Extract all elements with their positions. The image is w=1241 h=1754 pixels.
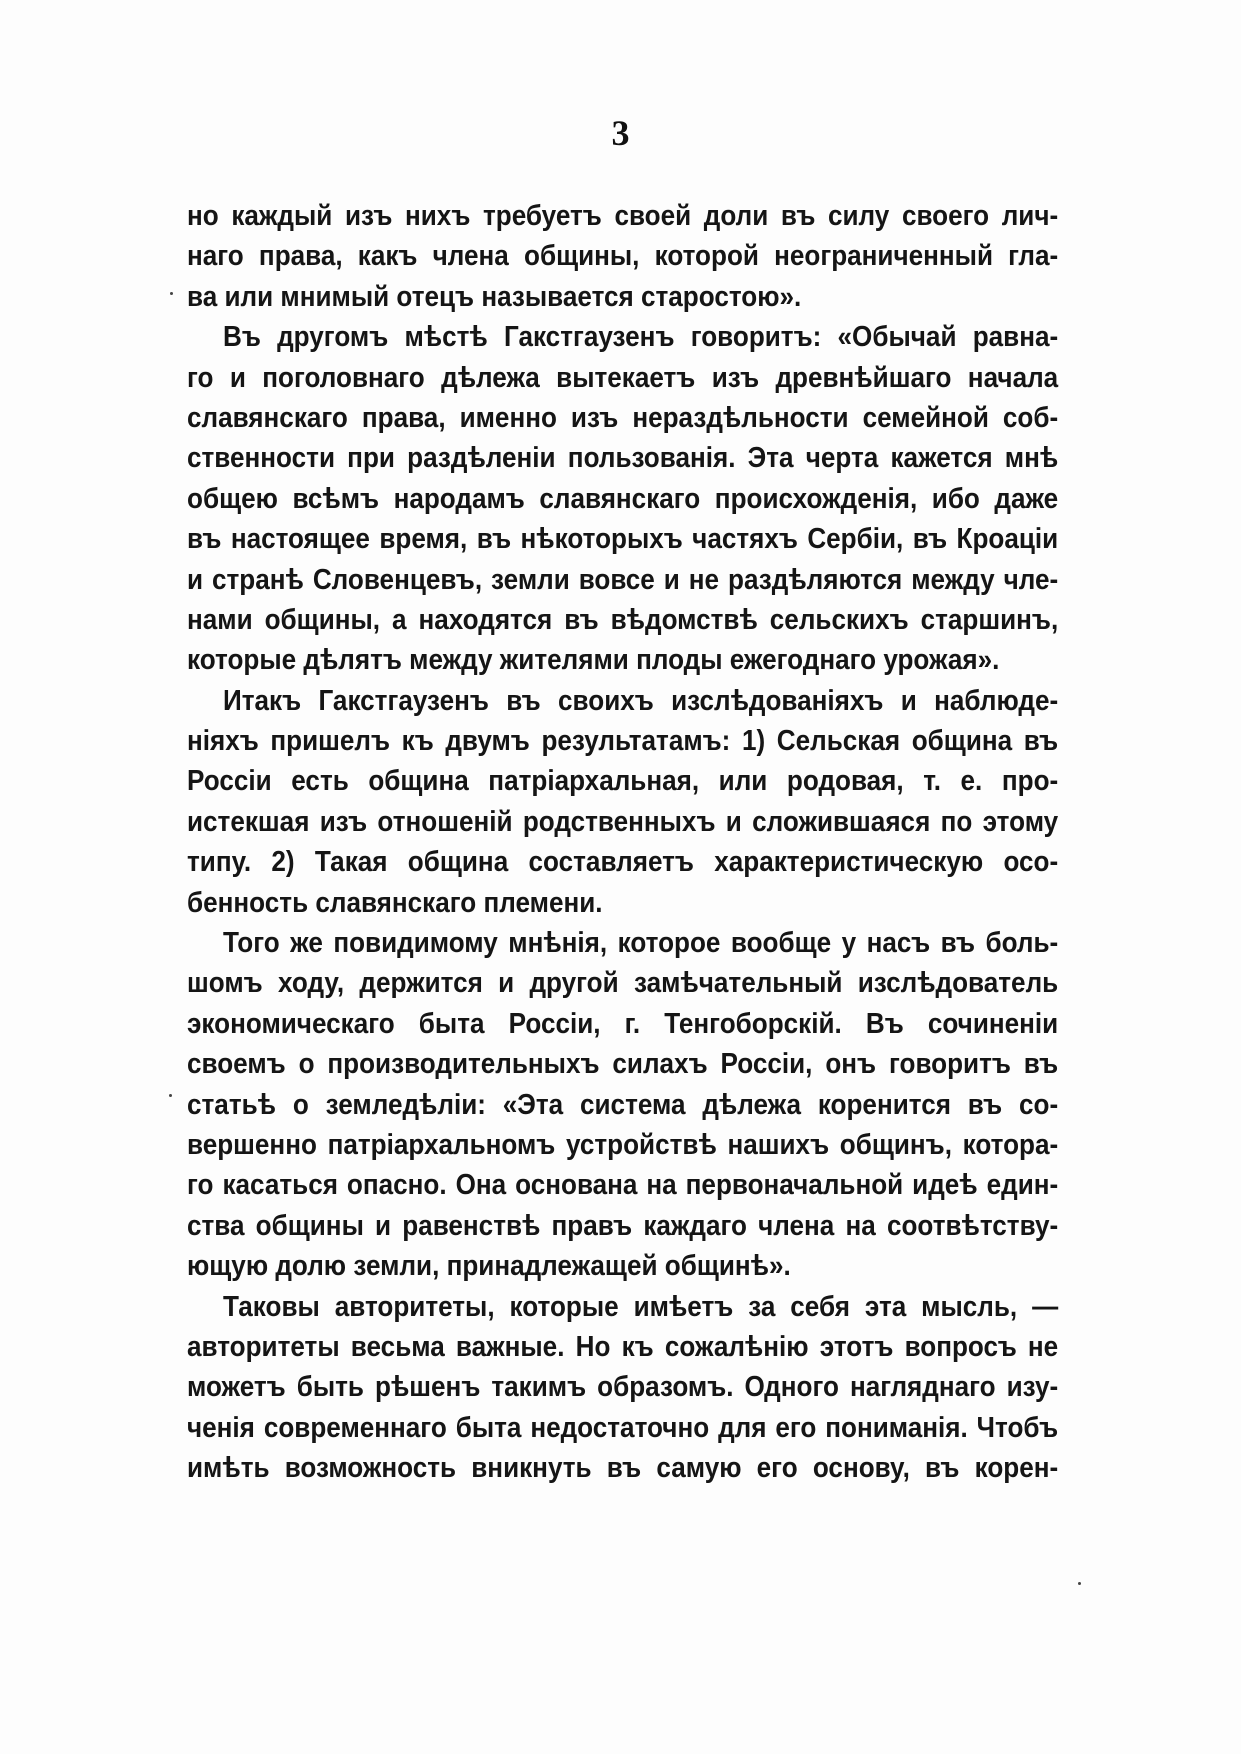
text-line: шомъ ходу, держится и другой замѣчательный изслѣдователь (187, 967, 1059, 1000)
scan-speck (169, 1094, 172, 1097)
text-line: наго права, какъ члена общины, которой неограниченный гла- (187, 240, 1059, 273)
text-line: но каждый изъ нихъ требуетъ своей доли въ силу своего лич- (187, 200, 1059, 232)
text-line: своемъ о производительныхъ силахъ Россіи, онъ говоритъ въ (187, 1048, 1059, 1081)
text-line: имѣть возможность вникнуть въ самую его основу, въ корен- (187, 1452, 1059, 1485)
text-line: и странѣ Словенцевъ, земли вовсе и не раздѣляются между чле- (187, 563, 1059, 596)
text-line: ченія современнаго быта недостаточно для его пониманія. Чтобъ (187, 1411, 1059, 1444)
text-line: Итакъ Гакстгаузенъ въ своихъ изслѣдованіяхъ и наблюде- (223, 684, 1059, 717)
text-line: ственности при раздѣленіи пользованія. Эта черта кажется мнѣ (187, 442, 1059, 475)
text-line: Таковы авторитеты, которые имѣетъ за себя эта мысль, — (223, 1290, 1059, 1323)
text-line: бенность славянскаго племени. (187, 886, 603, 919)
text-line: Того же повидимому мнѣнія, которое вообще у насъ въ боль- (223, 927, 1059, 960)
text-line: общею всѣмъ народамъ славянскаго происхожденія, ибо даже (187, 482, 1059, 515)
scan-speck (170, 292, 173, 295)
scan-speck (1078, 1582, 1081, 1585)
text-line: го касаться опасно. Она основана на первоначальной идеѣ един- (187, 1169, 1059, 1202)
text-line: можетъ быть рѣшенъ такимъ образомъ. Одного нагляднаго изу- (187, 1371, 1059, 1404)
text-line: истекшая изъ отношеній родственныхъ и сложившаяся по этому (187, 805, 1059, 838)
text-line: ніяхъ пришелъ къ двумъ результатамъ: 1) Сельская община въ (187, 725, 1059, 758)
text-line: ва или мнимый отецъ называется старостою». (187, 280, 802, 313)
page-number: 3 (611, 113, 630, 153)
text-line: славянскаго права, именно изъ нераздѣльности семейной соб- (187, 401, 1059, 434)
text-line: вершенно патріархальномъ устройствѣ нашихъ общинъ, которa- (187, 1128, 1059, 1161)
text-line: авторитеты весьма важные. Но къ сожалѣнію этотъ вопросъ не (187, 1330, 1059, 1363)
body-text (187, 196, 1059, 1489)
text-line: Россіи есть община патріархальная, или родовая, т. е. про- (187, 765, 1059, 798)
text-line: въ настоящее время, въ нѣкоторыхъ частяхъ Сербіи, въ Кроаціи (187, 523, 1059, 556)
text-line: типу. 2) Такая община составляетъ характеристическую осо- (187, 846, 1059, 879)
text-line: ства общины и равенствѣ правъ каждаго члена на соотвѣтству- (187, 1209, 1059, 1242)
text-line: статьѣ о земледѣліи: «Эта система дѣлежа коренится въ со- (187, 1088, 1059, 1121)
text-line: экономическаго быта Россіи, г. Тенгоборскій. Въ сочиненіи (187, 1007, 1059, 1040)
text-line: го и поголовнаго дѣлежа вытекаетъ изъ древнѣйшаго начала (187, 361, 1059, 394)
text-line: нами общины, а находятся въ вѣдомствѣ сельскихъ старшинъ, (187, 603, 1059, 636)
text-line: которые дѣлятъ между жителями плоды ежегоднаго урожая». (187, 644, 1000, 677)
text-line: ющую долю земли, принадлежащей общинѣ». (187, 1250, 791, 1283)
text-line: Въ другомъ мѣстѣ Гакстгаузенъ говоритъ: «Обычай равна- (223, 321, 1059, 354)
